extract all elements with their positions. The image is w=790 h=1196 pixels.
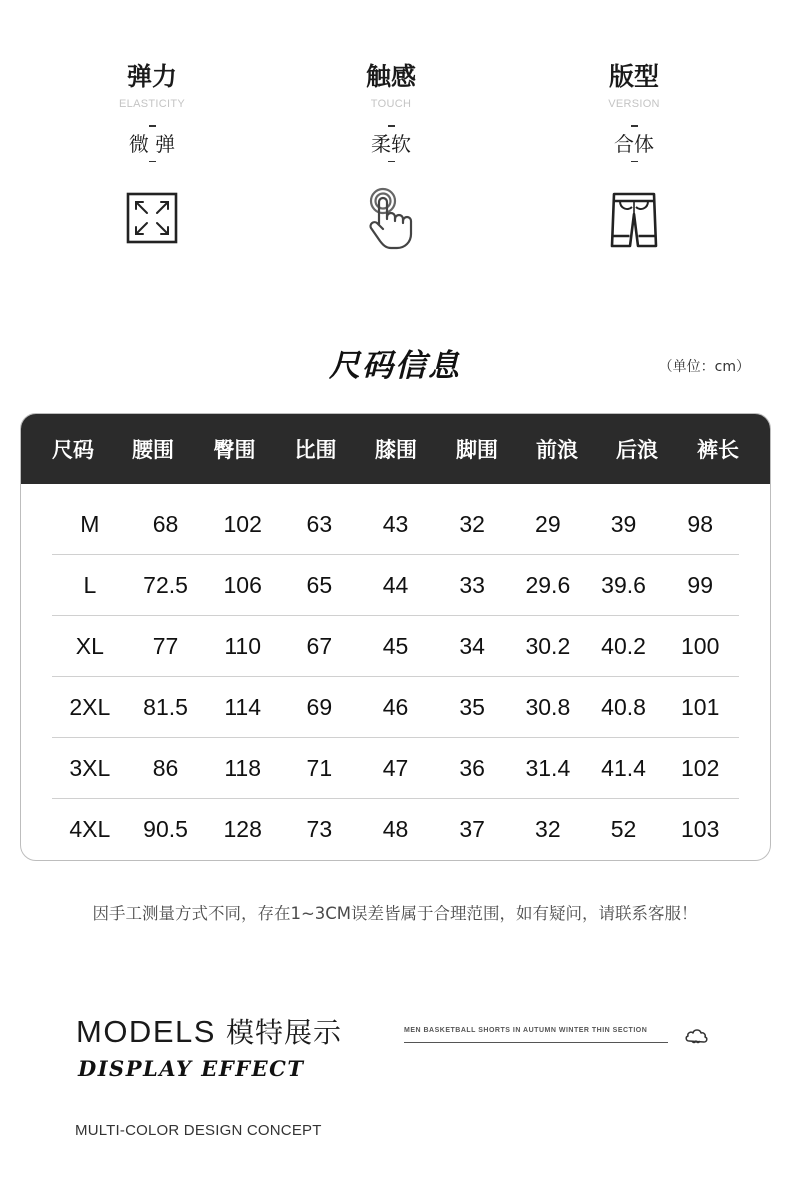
table-cell: 98 — [687, 510, 713, 537]
table-cell: 33 — [459, 571, 485, 598]
table-cell: 37 — [459, 816, 485, 842]
table-cell: 32 — [459, 510, 485, 537]
table-cell: 39.6 — [601, 571, 646, 598]
table-cell: 77 — [152, 632, 179, 659]
attribute-value: 柔软 — [371, 131, 411, 156]
table-cell: 100 — [681, 632, 720, 659]
table-cell: 39 — [610, 510, 637, 537]
table-cell: 114 — [224, 693, 262, 720]
fabric-attributes — [0, 58, 790, 288]
table-body — [21, 484, 770, 860]
table-cell: 67 — [306, 632, 333, 659]
table-cell: 102 — [223, 510, 262, 537]
table-cell: 35 — [459, 693, 485, 720]
table-cell: 40.2 — [601, 632, 646, 659]
divider — [631, 161, 638, 163]
table-cell: 29.6 — [525, 571, 571, 598]
table-cell: 73 — [306, 816, 333, 842]
table-cell: 36 — [459, 754, 485, 781]
table-cell: L — [83, 571, 97, 598]
table-cell: 68 — [152, 510, 179, 537]
expand-arrows-icon — [122, 186, 182, 250]
table-cell: 65 — [306, 571, 333, 598]
table-cell: 47 — [382, 754, 409, 781]
divider — [149, 125, 156, 127]
table-cell: 30.2 — [525, 632, 571, 659]
attribute-elasticity — [72, 58, 232, 250]
table-cell: 41.4 — [601, 754, 646, 781]
table-cell: 86 — [152, 754, 179, 781]
measurement-disclaimer: 因手工测量方式不同，存在1~3CM误差皆属于合理范围，如有疑问，请联系客服！ — [92, 904, 698, 923]
attribute-touch — [311, 58, 471, 250]
table-cell: 31.4 — [525, 754, 571, 781]
table-cell: XL — [75, 632, 104, 659]
table-row — [52, 799, 739, 860]
size-info-title: 尺码信息 — [329, 348, 461, 384]
models-heading-en: MODELS — [76, 1014, 216, 1049]
table-header — [21, 414, 770, 484]
table-cell: 3XL — [69, 754, 111, 781]
table-cell: 69 — [306, 693, 333, 720]
table-cell: 34 — [459, 632, 485, 659]
models-heading-cn: 模特展示 — [226, 1016, 343, 1049]
table-cell: 63 — [306, 510, 333, 537]
table-cell: 128 — [223, 816, 262, 842]
attribute-subtitle: ELASTICITY — [119, 98, 185, 110]
table-cell: 30.8 — [525, 693, 571, 720]
table-cell: 29 — [535, 510, 561, 537]
table-cell: 46 — [382, 693, 409, 720]
table-cell: 103 — [681, 816, 720, 842]
column-header: 前浪 — [536, 438, 578, 462]
column-header: 膝围 — [375, 438, 417, 462]
table-cell: 4XL — [69, 816, 111, 842]
column-header: 比围 — [294, 438, 337, 462]
multi-color-concept: MULTI-COLOR DESIGN CONCEPT — [75, 1122, 322, 1139]
table-cell: 81.5 — [143, 693, 188, 720]
table-cell: 99 — [687, 571, 713, 598]
divider — [149, 161, 156, 163]
touch-hand-icon — [361, 186, 421, 250]
models-heading — [76, 1011, 342, 1051]
size-table — [20, 413, 771, 861]
table-cell: 40.8 — [601, 693, 646, 720]
table-cell: 118 — [224, 754, 262, 781]
table-cell: 44 — [382, 571, 409, 598]
table-cell: 45 — [382, 632, 409, 659]
table-cell: 52 — [610, 816, 637, 842]
table-cell: M — [80, 510, 100, 537]
attribute-subtitle: VERSION — [608, 98, 660, 110]
column-header: 裤长 — [697, 438, 739, 462]
divider — [631, 125, 638, 127]
divider — [388, 161, 395, 163]
column-header: 尺码 — [52, 438, 94, 462]
table-row — [52, 555, 739, 616]
table-cell: 43 — [382, 510, 409, 537]
unit-note: （单位：cm） — [658, 359, 750, 375]
table-row — [52, 677, 739, 738]
attribute-value: 合体 — [614, 131, 654, 156]
cloud-icon — [684, 1024, 710, 1046]
display-effect-heading: DISPLAY EFFECT — [78, 1056, 305, 1081]
table-row — [52, 494, 739, 555]
table-cell: 2XL — [69, 693, 111, 720]
product-tagline: MEN BASKETBALL SHORTS IN AUTUMN WINTER THIN SECTION — [404, 1027, 668, 1043]
table-cell: 102 — [681, 754, 720, 781]
table-cell: 48 — [382, 816, 409, 842]
attribute-version — [554, 58, 714, 250]
column-header: 臀围 — [213, 438, 256, 462]
table-cell: 110 — [224, 632, 262, 659]
column-header: 脚围 — [456, 438, 498, 462]
table-cell: 90.5 — [143, 816, 188, 842]
attribute-value: 微 弹 — [128, 131, 176, 156]
table-cell: 71 — [306, 754, 333, 781]
attribute-title: 弹力 — [126, 62, 177, 91]
attribute-title: 版型 — [608, 62, 659, 91]
attribute-subtitle: TOUCH — [370, 98, 412, 110]
attribute-title: 触感 — [365, 62, 416, 91]
table-cell: 101 — [681, 693, 720, 720]
shorts-icon — [604, 186, 664, 250]
column-header: 后浪 — [616, 438, 658, 462]
table-row — [52, 738, 739, 799]
table-row — [52, 616, 739, 677]
table-cell: 106 — [223, 571, 262, 598]
divider — [388, 125, 395, 127]
table-cell: 72.5 — [143, 571, 188, 598]
table-cell: 32 — [535, 816, 561, 842]
column-header: 腰围 — [132, 438, 174, 462]
